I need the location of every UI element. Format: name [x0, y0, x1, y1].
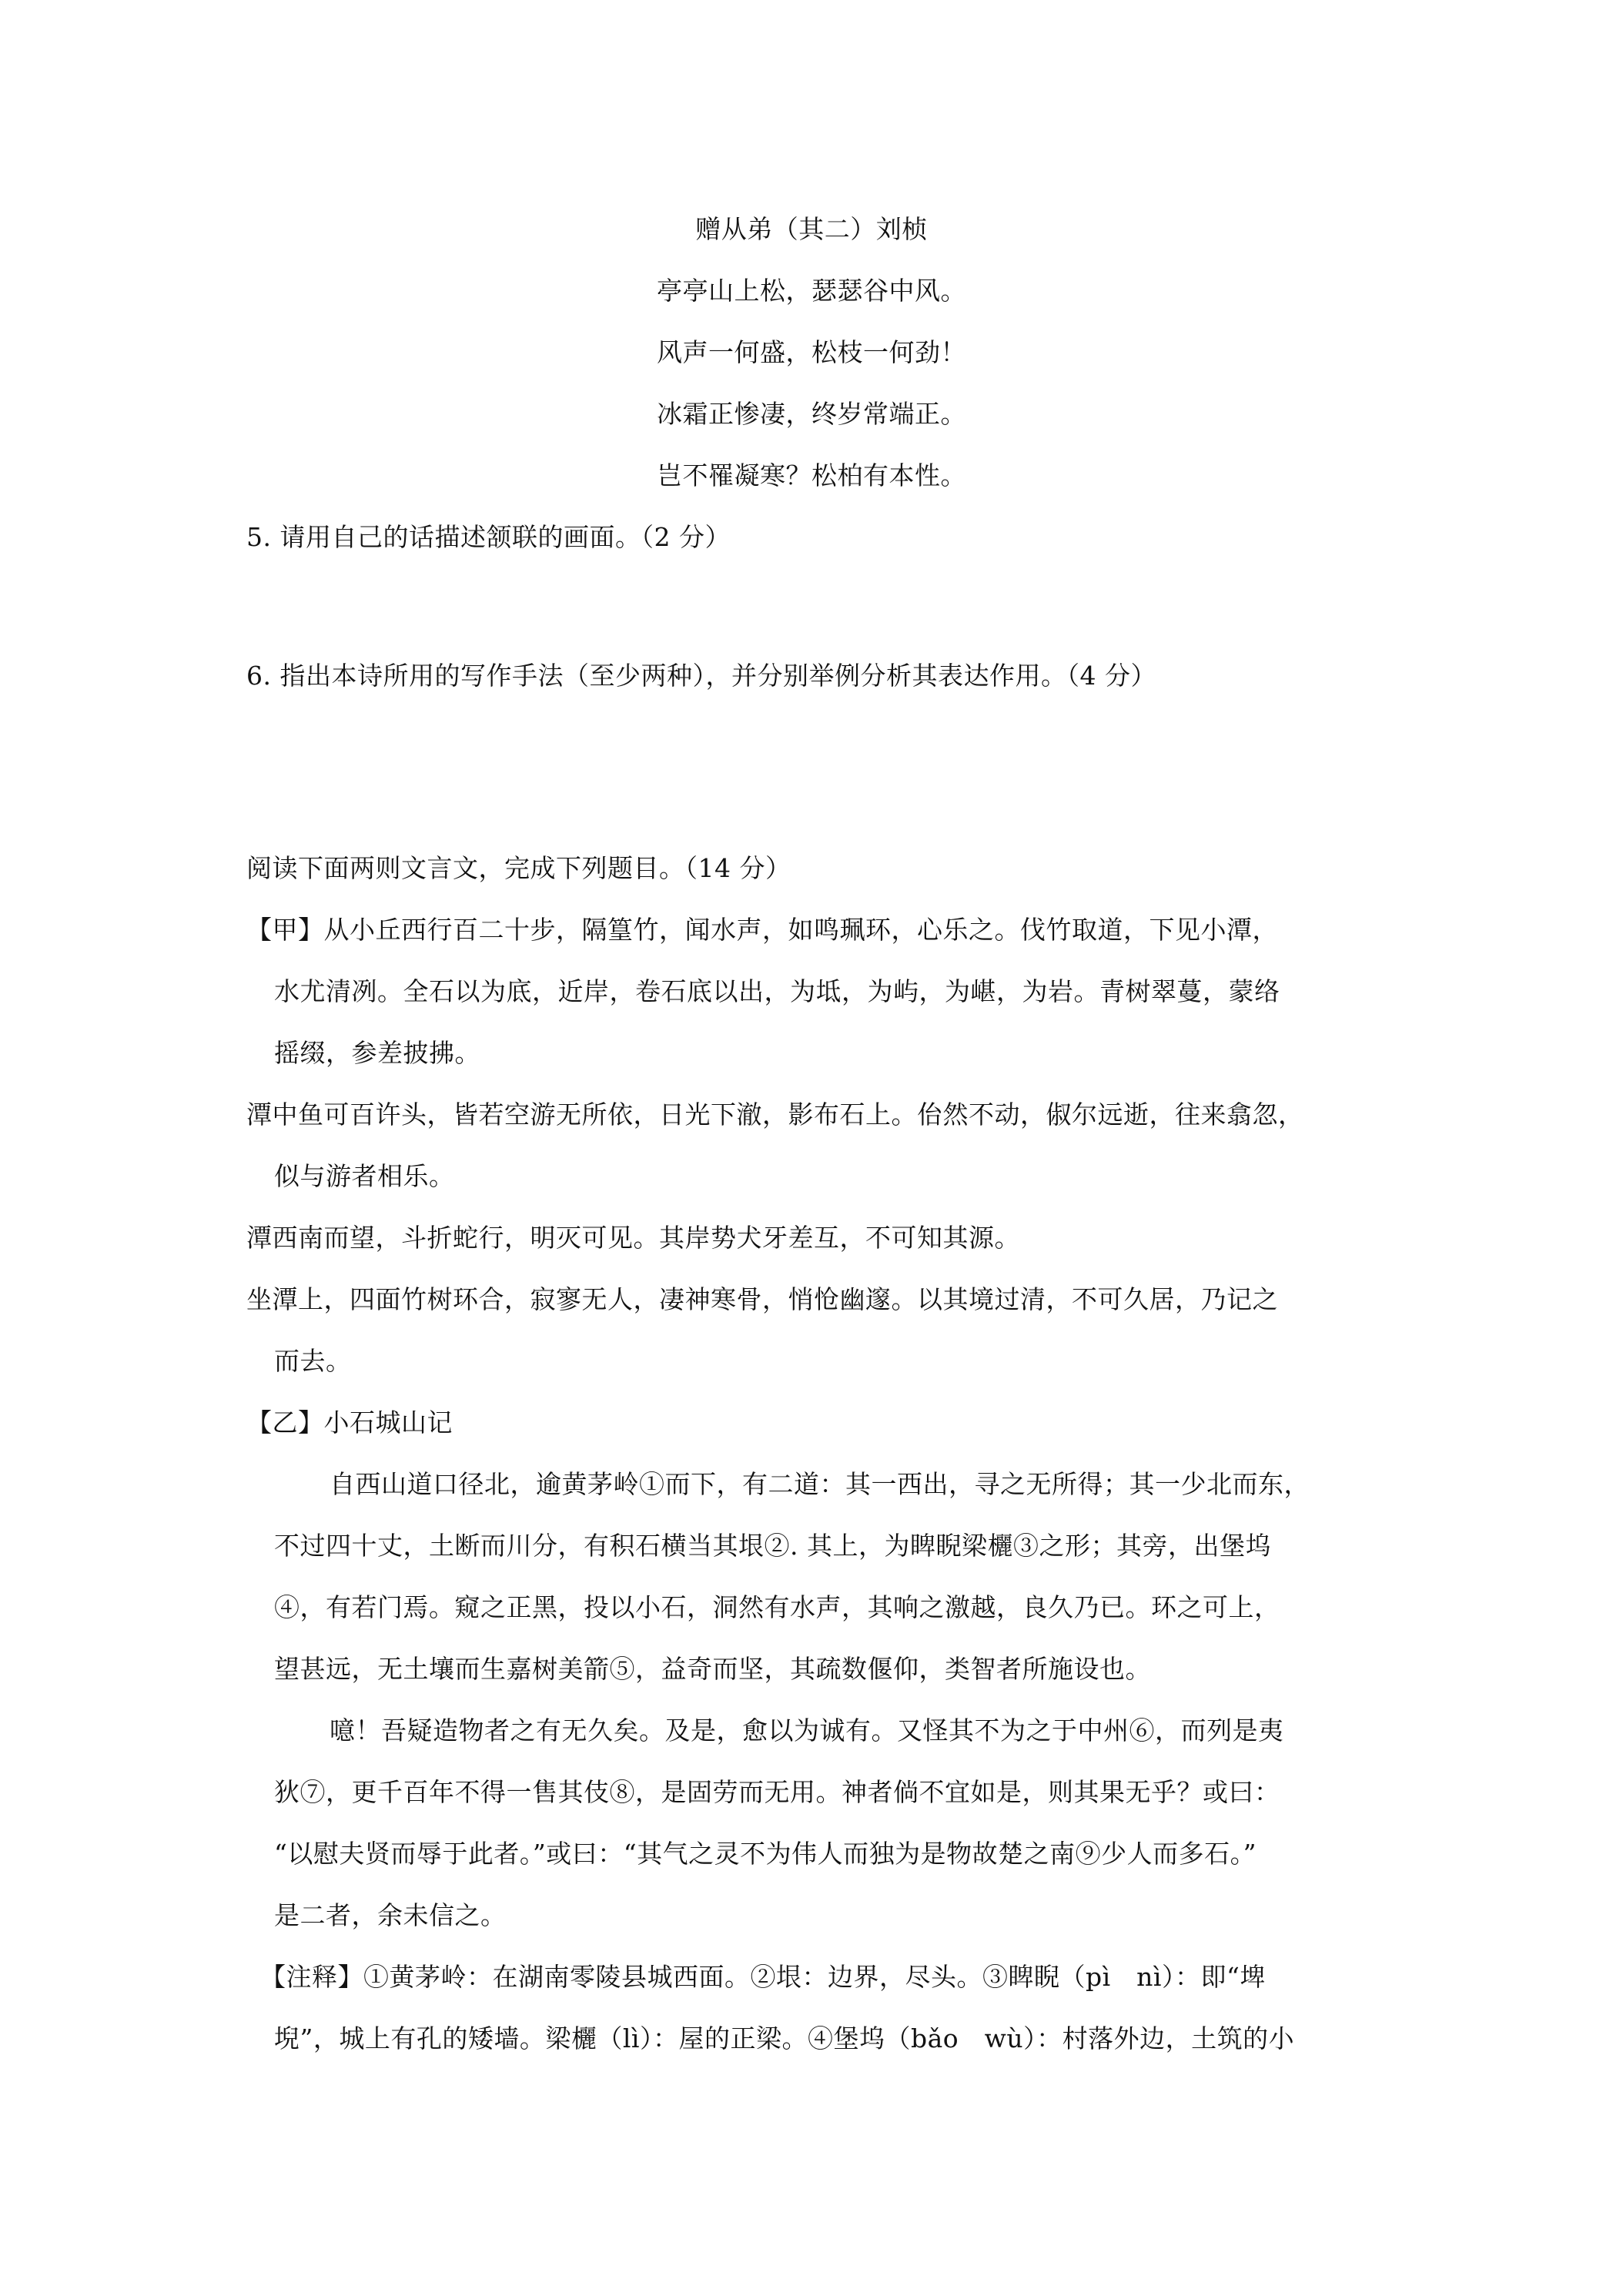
reading-intro: 阅读下面两则文言文，完成下列题目。（14 分）	[246, 853, 791, 883]
yi-line: 自西山道口径北，逾黄茅岭①而下，有二道：其一西出，寻之无所得；其一少北而东，	[330, 1469, 1310, 1499]
yi-title: 【乙】小石城山记	[246, 1407, 453, 1438]
yi-line: 狄⑦，更千百年不得一售其伎⑧，是固劳而无用。神者倘不宜如是，则其果无乎？或曰：	[274, 1777, 1280, 1807]
yi-line: 不过四十丈，土断而川分，有积石横当其垠②. 其上，为睥睨梁欐③之形；其旁，出堡坞	[274, 1531, 1271, 1561]
question-6: 6. 指出本诗所用的写作手法（至少两种），并分别举例分析其表达作用。（4 分）	[246, 661, 1156, 691]
notes-line: 堄”，城上有孔的矮墙。梁欐（lì）：屋的正梁。④堡坞（bǎo wù）：村落外边，土筑的小	[274, 2023, 1295, 2053]
yi-line: ④，有若门焉。窥之正黑，投以小石，洞然有水声，其响之激越，良久乃已。环之可上，	[274, 1592, 1280, 1622]
yi-line: 是二者，余未信之。	[274, 1900, 507, 1930]
poem-line: 风声一何盛，松枝一何劲！	[657, 337, 966, 367]
jia-line: 【甲】从小丘西行百二十步，隔篁竹，闻水声，如鸣珮环，心乐之。伐竹取道，下见小潭，	[246, 915, 1278, 945]
yi-line: 噫！吾疑造物者之有无久矣。及是，愈以为诚有。又怪其不为之于中州⑥，而列是夷	[330, 1715, 1284, 1745]
question-5: 5. 请用自己的话描述颔联的画面。（2 分）	[246, 522, 731, 552]
jia-line: 潭西南而望，斗折蛇行，明灭可见。其岸势犬牙差互，不可知其源。	[246, 1223, 1020, 1253]
jia-line: 似与游者相乐。	[274, 1161, 455, 1191]
poem-title: 赠从弟（其二）刘桢	[695, 214, 928, 244]
poem-line: 岂不罹凝寒？松柏有本性。	[657, 460, 966, 490]
notes-line: 【注释】①黄茅岭：在湖南零陵县城西面。②垠：边界，尽头。③睥睨（pì nì）：即“埤	[260, 1962, 1266, 1992]
jia-line: 摇缀，参差披拂。	[274, 1038, 480, 1068]
poem-line: 冰霜正惨凄，终岁常端正。	[657, 399, 966, 429]
jia-line: 潭中鱼可百许头，皆若空游无所依，日光下澈，影布石上。佁然不动，俶尔远逝，往来翕忽，	[246, 1099, 1304, 1130]
yi-line: “以慰夫贤而辱于此者。”或曰：“其气之灵不为伟人而独为是物故楚之南⑨少人而多石。”	[274, 1839, 1257, 1869]
jia-line: 而去。	[274, 1346, 352, 1376]
jia-line: 坐潭上，四面竹树环合，寂寥无人，凄神寒骨，悄怆幽邃。以其境过清，不可久居，乃记之	[246, 1284, 1278, 1314]
jia-line: 水尤清冽。全石以为底，近岸，卷石底以出，为坻，为屿，为嵁，为岩。青树翠蔓，蒙络	[274, 976, 1280, 1006]
poem-line: 亭亭山上松，瑟瑟谷中风。	[657, 276, 966, 306]
yi-line: 望甚远，无土壤而生嘉树美箭⑤，益奇而坚，其疏数偃仰，类智者所施设也。	[274, 1654, 1151, 1684]
